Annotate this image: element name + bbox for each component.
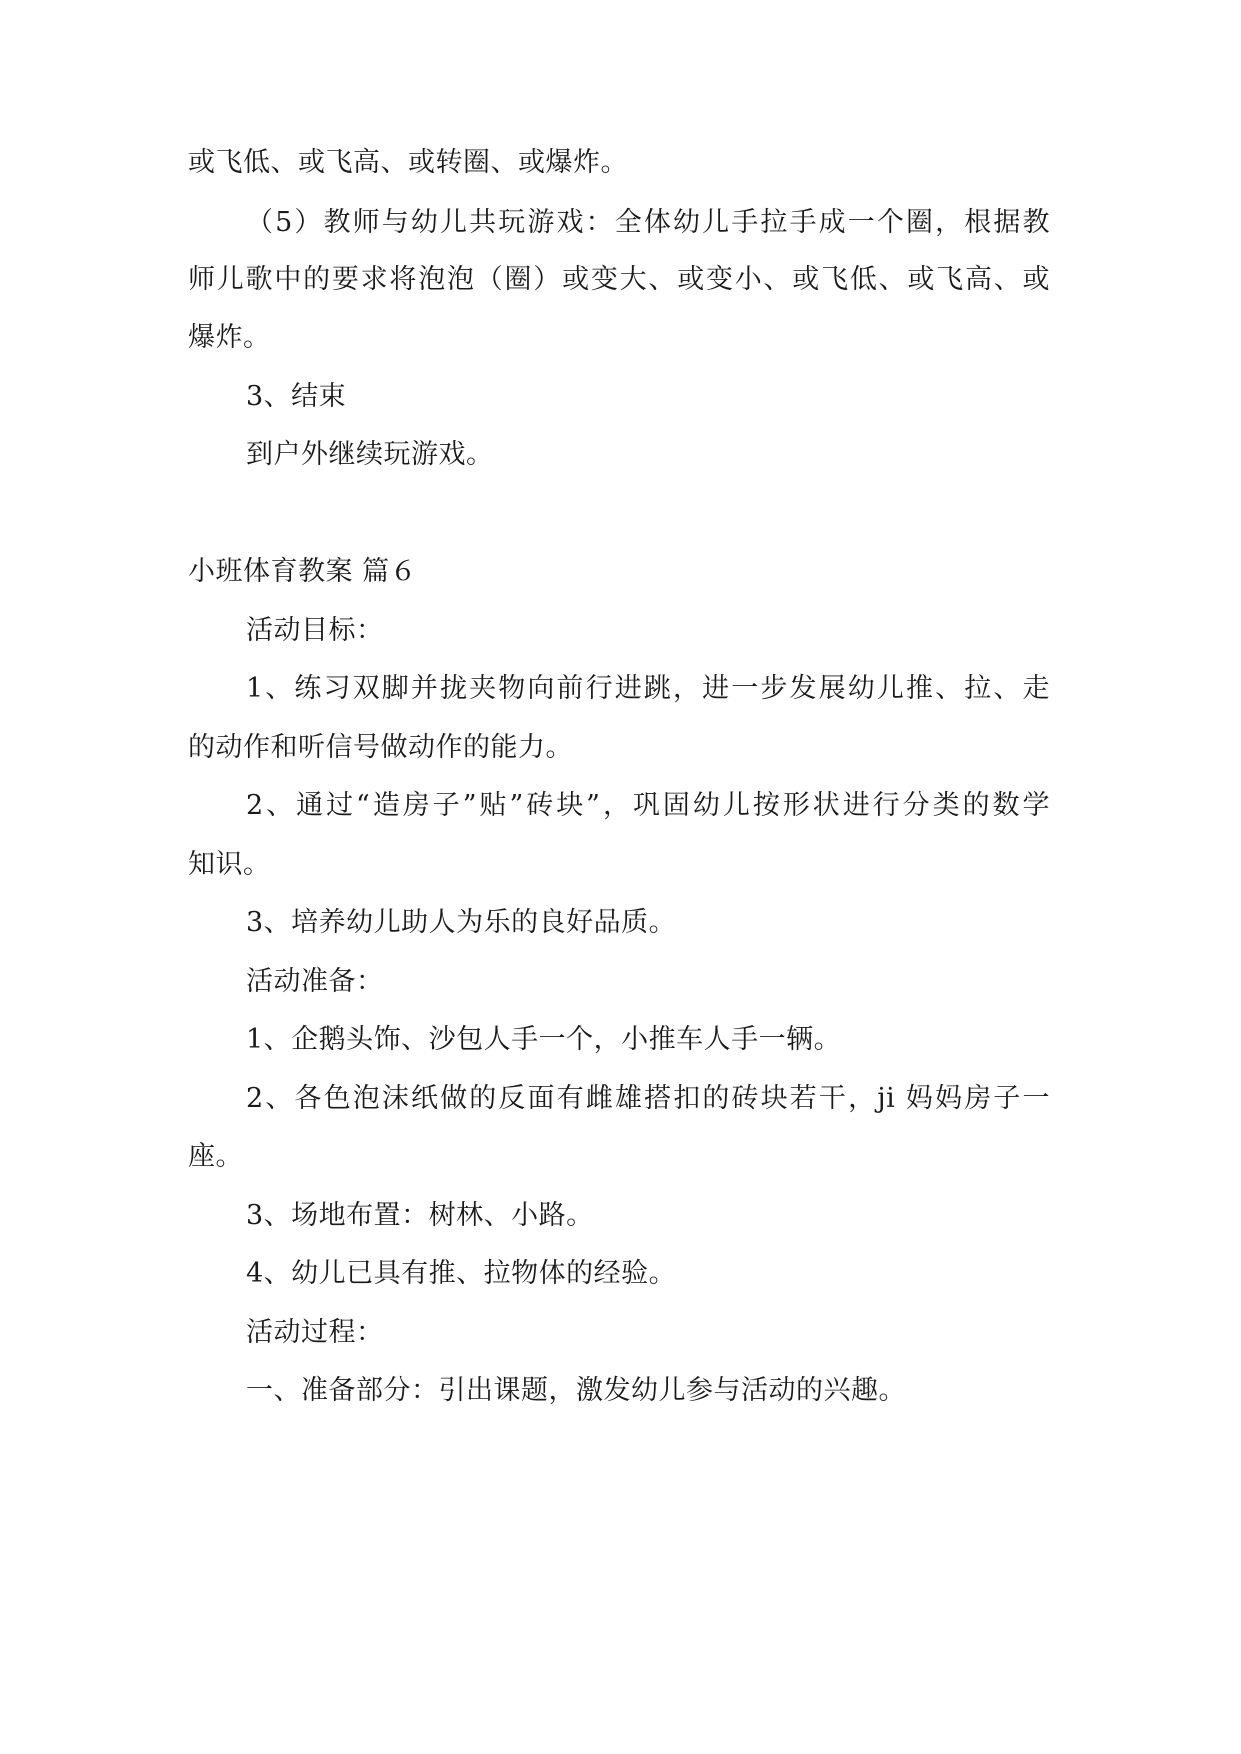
text-line-9: 1、练习双脚并拢夹物向前行进跳，进一步发展幼儿推、拉、走 [246, 673, 1050, 704]
text-line-17: 座。 [188, 1141, 243, 1172]
text-line-18: 3、场地布置：树林、小路。 [246, 1200, 594, 1231]
text-line-2: （5）教师与幼儿共玩游戏：全体幼儿手拉手成一个圈，根据教 [246, 207, 1050, 238]
text-line-16: 2、各色泡沫纸做的反面有雌雄搭扣的砖块若干，ji 妈妈房子一 [246, 1083, 1050, 1114]
text-line-19: 4、幼儿已具有推、拉物体的经验。 [246, 1258, 677, 1289]
section-heading-prep: 活动准备： [246, 966, 384, 997]
text-line-11: 2、通过“造房子”贴”砖块”，巩固幼儿按形状进行分类的数学 [246, 790, 1050, 821]
section-heading-process: 活动过程： [246, 1317, 384, 1348]
text-line-12: 知识。 [188, 849, 271, 880]
text-line-13: 3、培养幼儿助人为乐的良好品质。 [246, 907, 677, 938]
text-line-15: 1、企鹅头饰、沙包人手一个，小推车人手一辆。 [246, 1024, 842, 1055]
lesson-title: 小班体育教案 篇６ [188, 556, 418, 587]
text-line-6: 到户外继续玩游戏。 [246, 439, 494, 470]
section-heading-end: 3、结束 [246, 381, 347, 412]
text-line-1: 或飞低、或飞高、或转圈、或爆炸。 [188, 147, 628, 178]
text-line-10: 的动作和听信号做动作的能力。 [188, 732, 573, 763]
text-line-21: 一、准备部分：引出课题，激发幼儿参与活动的兴趣。 [246, 1375, 906, 1406]
text-line-3: 师儿歌中的要求将泡泡（圈）或变大、或变小、或飞低、或飞高、或 [188, 264, 1050, 295]
text-line-4: 爆炸。 [188, 322, 271, 353]
section-heading-goals: 活动目标： [246, 615, 384, 646]
